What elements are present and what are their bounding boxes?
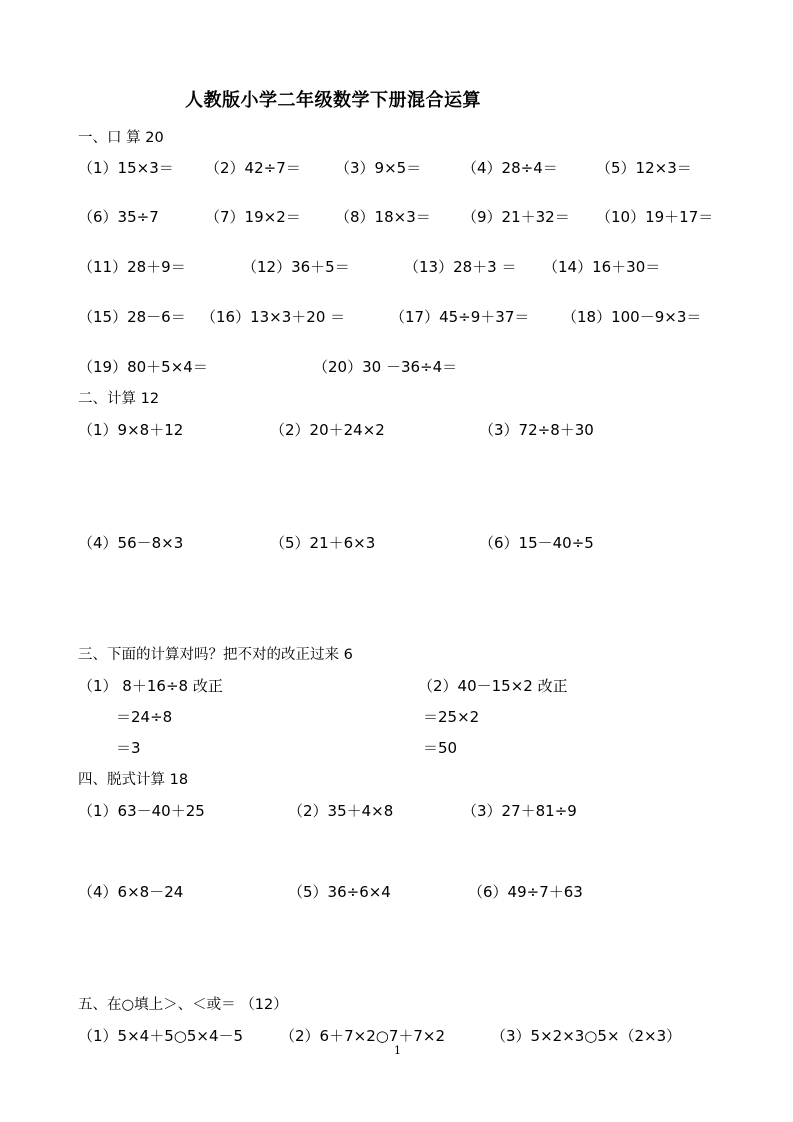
correction-2-step-1: ＝25×2 xyxy=(423,708,480,726)
calc-item-2: （2）20＋24×2 xyxy=(270,421,385,439)
correction-1-step-2: ＝3 xyxy=(116,739,141,757)
section-5-header: 五、在○填上＞、＜或＝ （12） xyxy=(78,997,288,1013)
stepwise-item-1: （1）63－40＋25 xyxy=(78,802,205,820)
oral-item-14: （14）16＋30＝ xyxy=(543,258,661,276)
compare-item-1: （1）5×4＋5○5×4－5 xyxy=(78,1027,244,1045)
stepwise-item-4: （4）6×8－24 xyxy=(78,883,184,901)
correction-1-step-1: ＝24÷8 xyxy=(116,708,173,726)
calc-item-5: （5）21＋6×3 xyxy=(270,534,376,552)
oral-item-9: （9）21＋32＝ xyxy=(462,208,570,226)
oral-item-3: （3）9×5＝ xyxy=(335,159,422,177)
oral-item-18: （18）100－9×3＝ xyxy=(562,308,702,326)
compare-item-3: （3）5×2×3○5×（2×3） xyxy=(491,1027,682,1045)
oral-item-12: （12）36＋5＝ xyxy=(242,258,350,276)
correction-1-question: （1） 8＋16÷8 改正 xyxy=(78,677,223,695)
oral-item-20: （20）30 －36÷4＝ xyxy=(313,358,458,376)
calc-item-3: （3）72÷8＋30 xyxy=(479,421,594,439)
oral-item-2: （2）42÷7＝ xyxy=(205,159,301,177)
oral-item-10: （10）19＋17＝ xyxy=(596,208,714,226)
oral-item-1: （1）15×3＝ xyxy=(78,159,174,177)
oral-item-5: （5）12×3＝ xyxy=(596,159,692,177)
oral-item-16: （16）13×3＋20 ＝ xyxy=(201,308,346,326)
section-3-header: 三、下面的计算对吗？把不对的改正过来 6 xyxy=(78,647,353,663)
oral-item-13: （13）28＋3 ＝ xyxy=(404,258,517,276)
calc-item-4: （4）56－8×3 xyxy=(78,534,184,552)
compare-item-2: （2）6＋7×2○7＋7×2 xyxy=(280,1027,446,1045)
correction-2-question: （2）40－15×2 改正 xyxy=(418,677,568,695)
stepwise-item-5: （5）36÷6×4 xyxy=(288,883,391,901)
oral-item-8: （8）18×3＝ xyxy=(335,208,431,226)
stepwise-item-2: （2）35＋4×8 xyxy=(288,802,394,820)
calc-item-1: （1）9×8＋12 xyxy=(78,421,184,439)
page-title: 人教版小学二年级数学下册混合运算 xyxy=(185,90,481,111)
oral-item-4: （4）28÷4＝ xyxy=(462,159,558,177)
stepwise-item-3: （3）27＋81÷9 xyxy=(462,802,577,820)
oral-item-6: （6）35÷7 xyxy=(78,208,159,226)
correction-2-step-2: ＝50 xyxy=(423,739,458,757)
oral-item-15: （15）28－6＝ xyxy=(78,308,186,326)
section-4-header: 四、脱式计算 18 xyxy=(78,772,189,788)
section-2-header: 二、计算 12 xyxy=(78,391,160,407)
page-number: 1 xyxy=(394,1044,401,1057)
calc-item-6: （6）15－40÷5 xyxy=(479,534,594,552)
section-1-header: 一、口 算 20 xyxy=(78,130,164,146)
stepwise-item-6: （6）49÷7＋63 xyxy=(468,883,583,901)
oral-item-11: （11）28＋9＝ xyxy=(78,258,186,276)
oral-item-7: （7）19×2＝ xyxy=(205,208,301,226)
oral-item-17: （17）45÷9＋37＝ xyxy=(390,308,530,326)
oral-item-19: （19）80＋5×4＝ xyxy=(78,358,208,376)
